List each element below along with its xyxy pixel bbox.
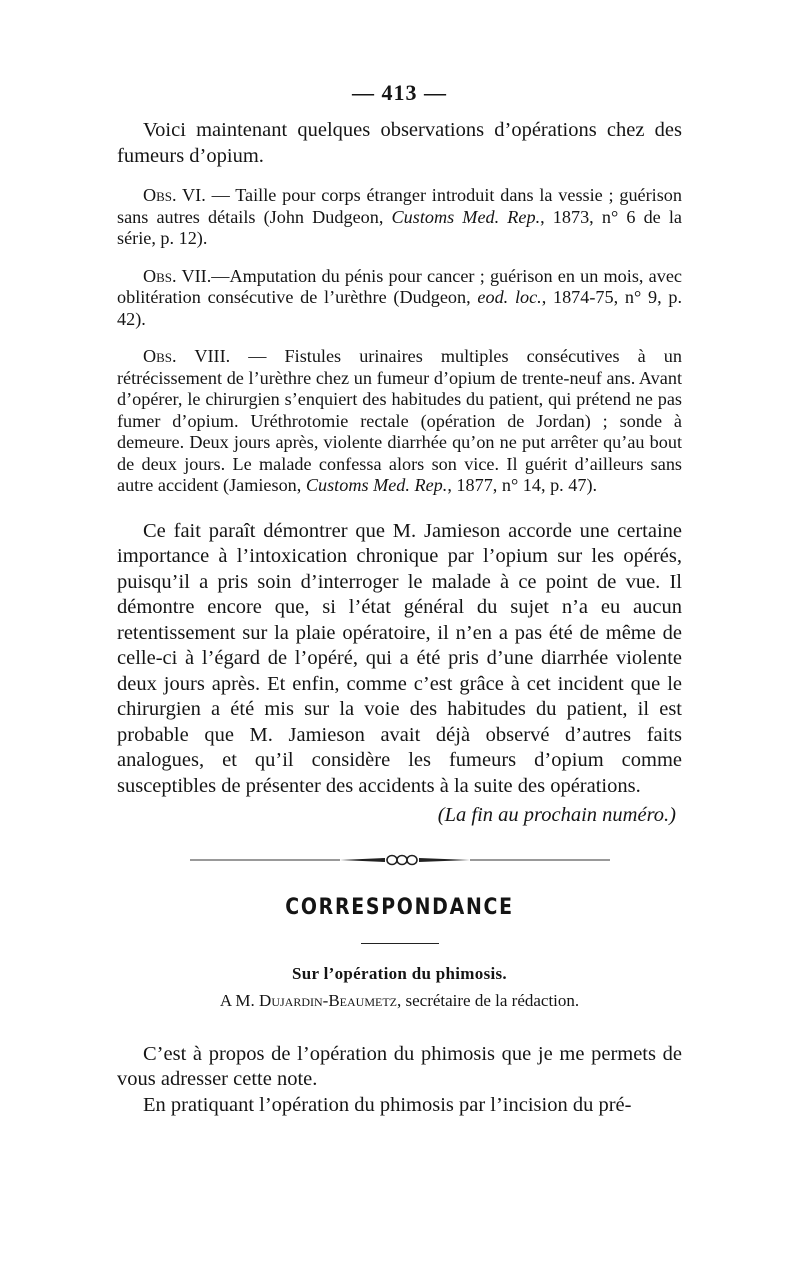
section-title: CORRESPONDANCE	[285, 894, 514, 920]
observation-7-label: Obs. VII.	[143, 265, 212, 286]
observation-8-tail: , 1877, n° 14, p. 47).	[447, 475, 598, 495]
intro-paragraph: Voici maintenant quelques observations d’opérations chez des fumeurs d’opium.	[117, 119, 682, 167]
observation-7	[117, 266, 682, 331]
observation-7-tail: , 1874-75, n° 9, p. 42).	[117, 287, 682, 329]
letter-address	[117, 990, 682, 1012]
observation-7-source: eod. loc.	[477, 287, 542, 307]
document-page	[117, 78, 682, 1118]
observation-8-source: Customs Med. Rep.	[305, 475, 448, 495]
observation-6	[117, 185, 682, 250]
discussion-paragraph: Ce fait paraît démontrer que M. Jamieson accorde une certaine importance à l’intoxication chronique par l’opium sur les opérés, puisqu’il a pris soin d’interroger le malade à ce point de vue. Il démontre encore que, si l’état général du sujet n’a eu aucun retentissement sur la plaie opératoire, il n’en a pas été de même de celle-ci à l’égard de l’opéré, qui a été pris d’une diarrhée violente deux jours après. Et enfin, comme c’est grâce à cet incident que le chirurgien a été mis sur la voie des habitudes du patient, il est probable que M. Jamieson avait déjà observé d’autres faits analogues, et qu’il considère les fumeurs d’opium comme susceptibles de présenter des accidents à la suite des opérations.	[117, 519, 682, 797]
ornamental-divider	[180, 853, 620, 867]
address-name: Dujardin-Beaumetz	[259, 990, 397, 1010]
ornament-line-graphic	[180, 853, 620, 867]
letter-paragraph-2: En pratiquant l’opération du phimosis par l’incision du pré-	[143, 1093, 632, 1116]
observation-6-source: Customs Med. Rep.	[391, 206, 541, 227]
observation-7-text: —Amputation du pénis pour cancer ; guérison en un mois, avec oblitération consécutive de l’urèthre (Dudgeon,	[117, 265, 682, 307]
observation-8	[117, 346, 682, 497]
observation-6-label: Obs. VI.	[143, 185, 206, 205]
continuation-note: (La fin au prochain numéro.)	[437, 804, 676, 826]
address-prefix: A M.	[219, 990, 260, 1010]
observation-6-text: — Taille pour corps étranger introduit dans la vessie ; guérison sans autres détails (John Dudgeon,	[117, 185, 682, 227]
letter-paragraph-1: C’est à propos de l’opération du phimosis que je me permets de vous adresser cette note.	[117, 1042, 682, 1090]
page-number: — 413 —	[352, 80, 447, 105]
address-role: , secrétaire de la rédaction.	[396, 990, 580, 1010]
observation-8-text: — Fistules urinaires multiples consécutives à un rétrécissement de l’urèthre chez un fumeur d’opium de trente-neuf ans. Avant d’opérer, le chirurgien s’enquiert des habitudes du patient, qui prétend ne pas fumer d’opium. Uréthrotomie rectale (opération de Jordan) ; sonde à demeure. Deux jours après, violente diarrhée qu’on ne put arrêter qu’au bout de deux jours. Le malade confessa alors son vice. Il guérit d’ailleurs sans autre accident (Jamieson,	[117, 346, 682, 495]
title-rule	[361, 943, 439, 944]
observation-6-tail: , 1873, n° 6 de la série, p. 12).	[117, 206, 682, 248]
observation-8-label: Obs. VIII.	[143, 346, 231, 366]
article-title: Sur l’opération du phimosis.	[292, 963, 507, 983]
